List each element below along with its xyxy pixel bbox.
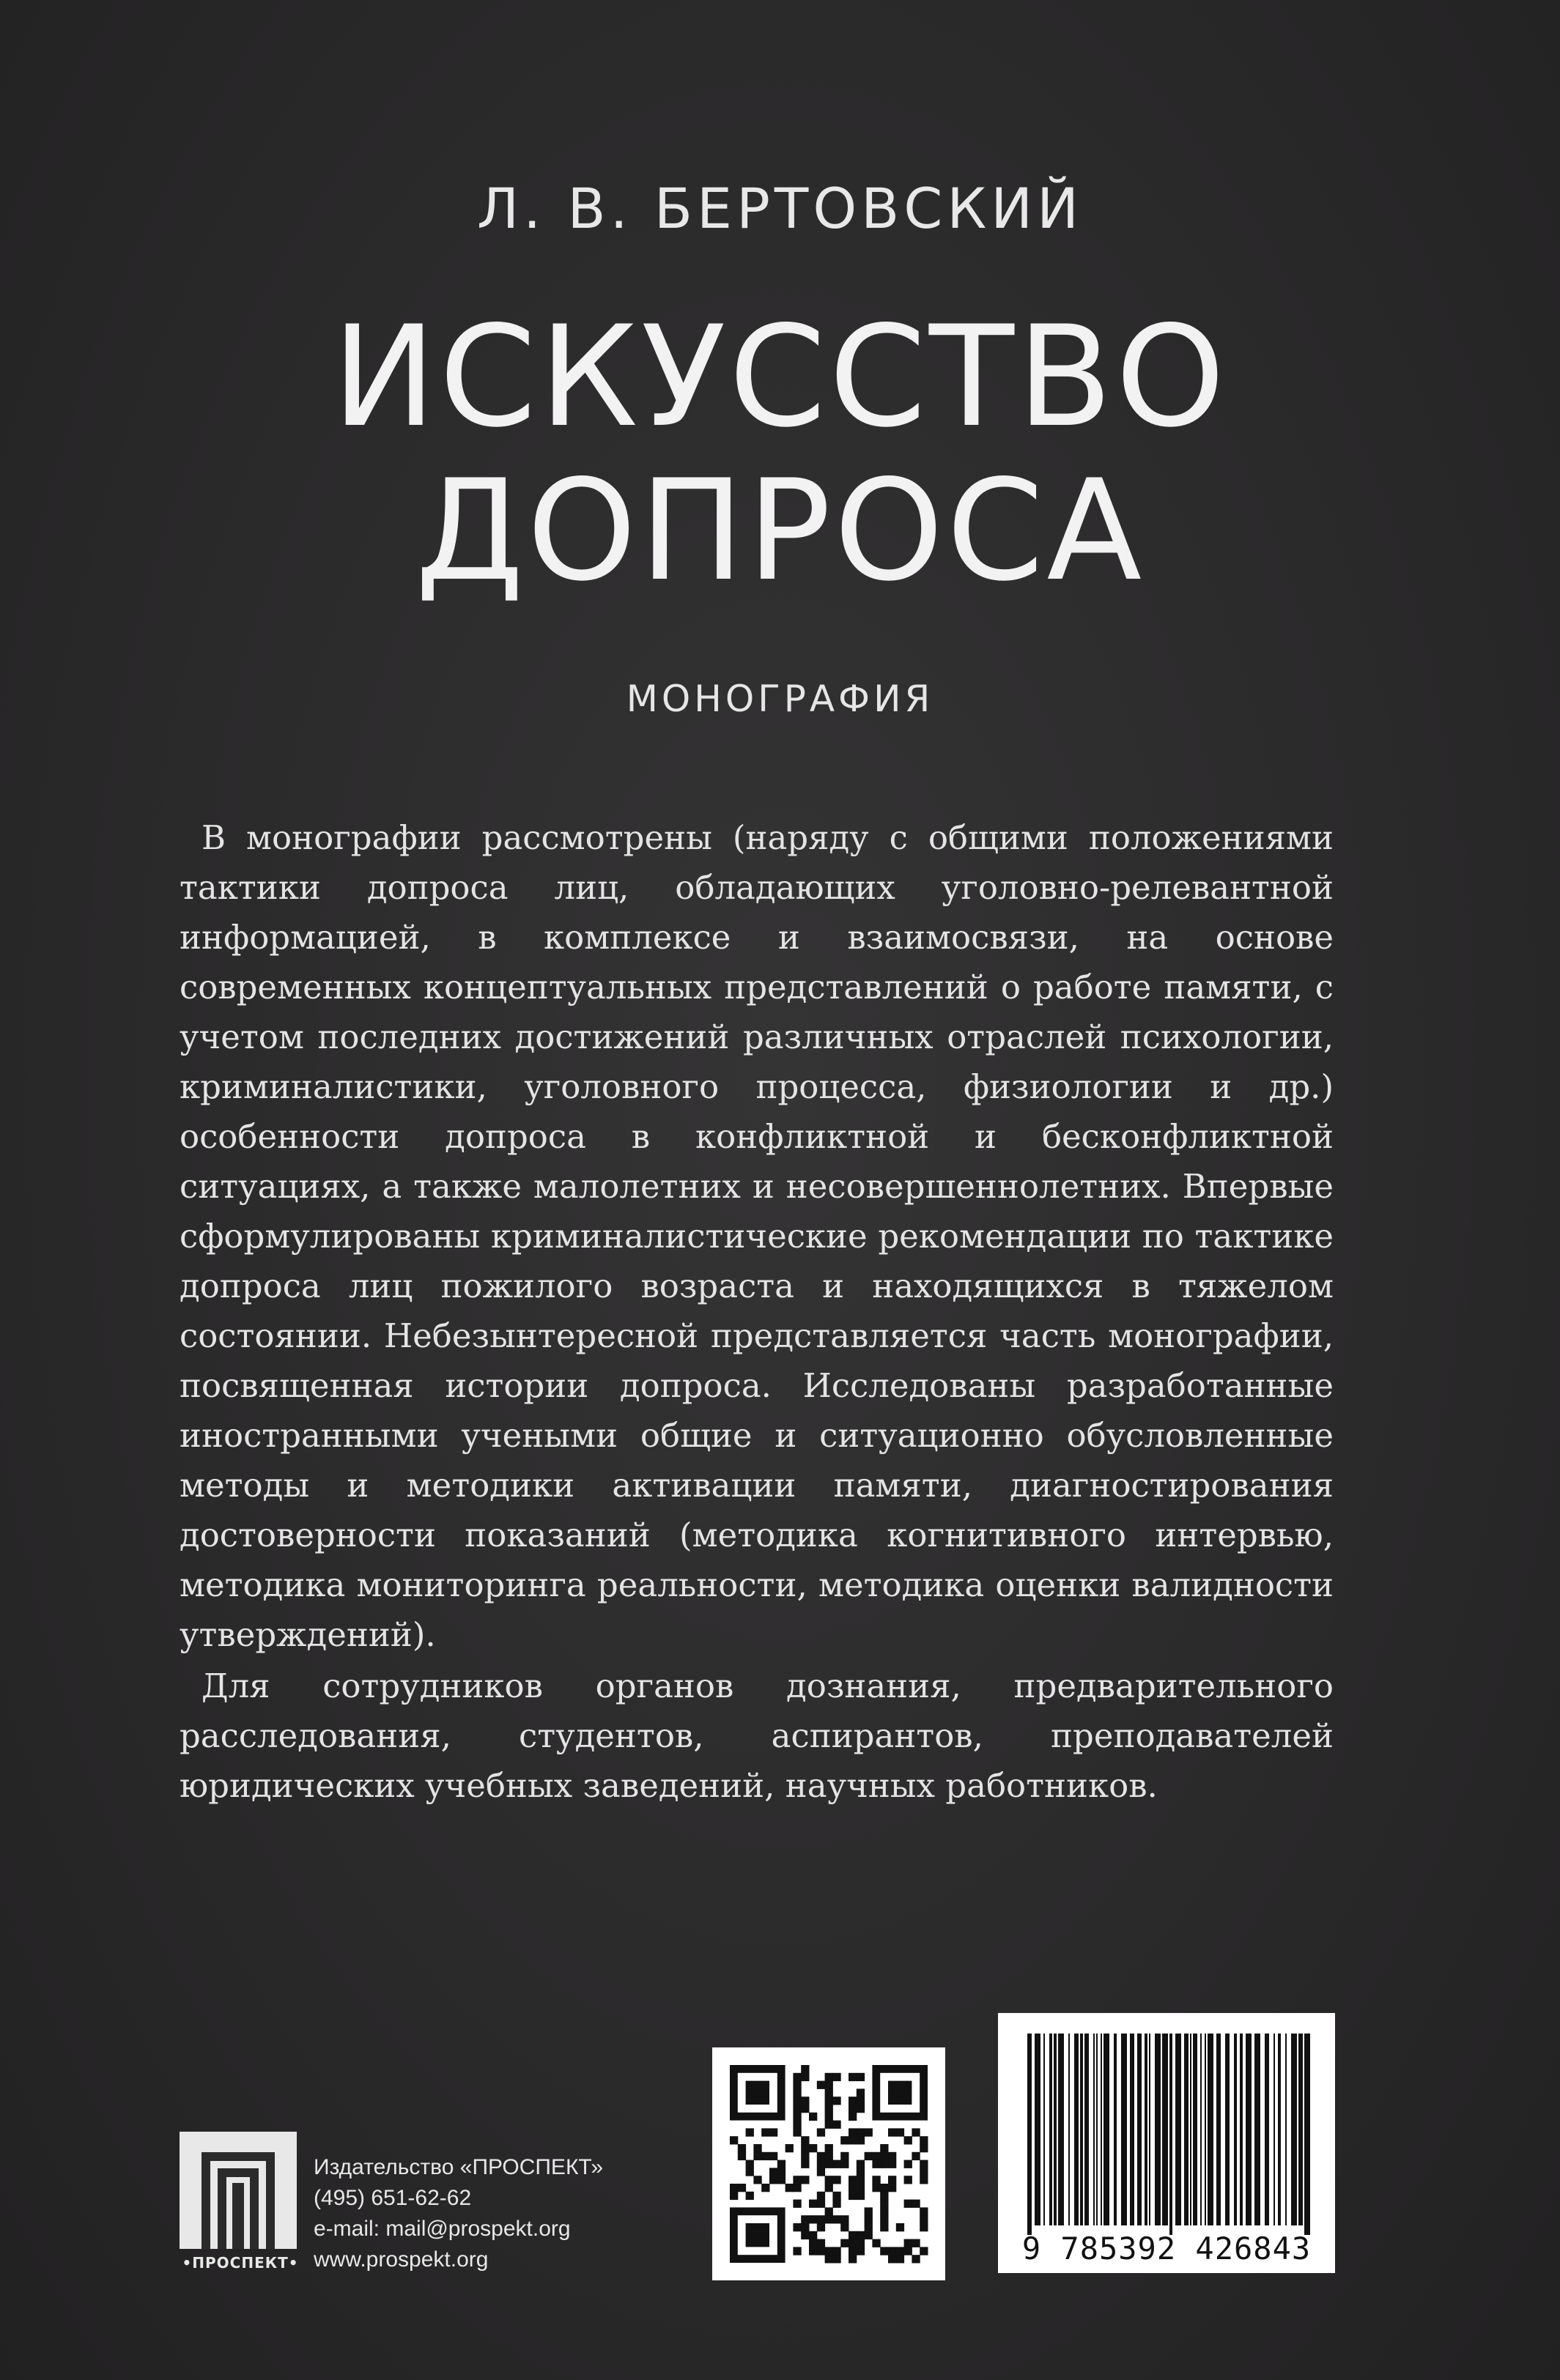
annotation-paragraph-1: В монографии рассмотрены (наряду с общими положениями тактики допроса лиц, обладающих уголовно-релевантной информацией, в комплексе и взаимосвязи, на основе современных концептуальных представлений о работе памяти, с учетом последних достижений различных отраслей психологии, криминалистики, уголовного процесса, физиологии и др.) особенности допроса в конфликтной и бесконфликтной ситуациях, а также малолетних и несовершеннолетних. Впервые сформулированы криминалистические рекомендации по тактике допроса лиц пожилого возраста и находящихся в тяжелом состоянии. Небезынтересной представляется часть монографии, посвященная истории допроса. Исследованы разработанные иностранными учеными общие и ситуационно обусловленные методы и методики активации памяти, диагностирования достоверности показаний (методика когнитивного интервью, методика мониторинга реальности, методика оценки валидности утверждений). (180, 818, 1334, 1654)
book-title-line-1: ИСКУССТВО (332, 296, 1228, 458)
qr-code-icon (712, 2047, 945, 2280)
publisher-logo-text: •ПРОСПЕКТ• (182, 2254, 299, 2272)
publisher-website: www.prospekt.org (314, 2247, 489, 2272)
author-name: Л. В. БЕРТОВСКИЙ (476, 176, 1084, 241)
isbn-number: 9 785392 426843 (1021, 2231, 1312, 2266)
book-genre-label: МОНОГРАФИЯ (626, 678, 934, 720)
publisher-name: Издательство «ПРОСПЕКТ» (314, 2155, 604, 2179)
publisher-email: e-mail: mail@prospekt.org (314, 2217, 571, 2241)
publisher-info (314, 2152, 603, 2275)
book-title-line-2: ДОПРОСА (415, 450, 1145, 612)
annotation-paragraph-2: Для сотрудников органов дознания, предварительного расследования, студентов, аспирантов, преподавателей юридических учебных заведений, научных работников. (180, 1667, 1334, 1805)
publisher-phone: (495) 651-62-62 (314, 2186, 472, 2210)
book-annotation (180, 813, 1334, 1811)
